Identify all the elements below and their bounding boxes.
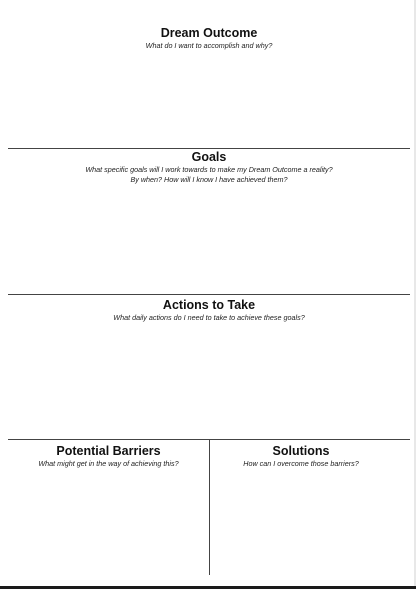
barriers-prompt: What might get in the way of achieving this? xyxy=(38,459,179,468)
dream-outcome-section xyxy=(8,26,410,51)
dream-outcome-prompt: What do I want to accomplish and why? xyxy=(145,41,273,50)
solutions-prompt: How can I overcome those barriers? xyxy=(243,459,359,468)
solutions-title: Solutions xyxy=(272,444,330,458)
barriers-title: Potential Barriers xyxy=(56,444,161,458)
actions-prompt: What daily actions do I need to take to achieve these goals? xyxy=(113,313,305,322)
actions-title: Actions to Take xyxy=(162,298,256,312)
dream-outcome-title: Dream Outcome xyxy=(160,26,258,40)
divider-line xyxy=(8,294,410,295)
goals-prompt-line-1: What specific goals will I work towards to make my Dream Outcome a reality? xyxy=(85,165,333,174)
goals-title: Goals xyxy=(191,150,227,164)
goals-prompt-line-2: By when? How will I know I have achieved them? xyxy=(130,175,288,184)
goals-section xyxy=(8,150,410,185)
barriers-section xyxy=(8,444,209,469)
actions-section xyxy=(8,298,410,323)
solutions-section xyxy=(210,444,392,469)
divider-line xyxy=(8,148,410,149)
